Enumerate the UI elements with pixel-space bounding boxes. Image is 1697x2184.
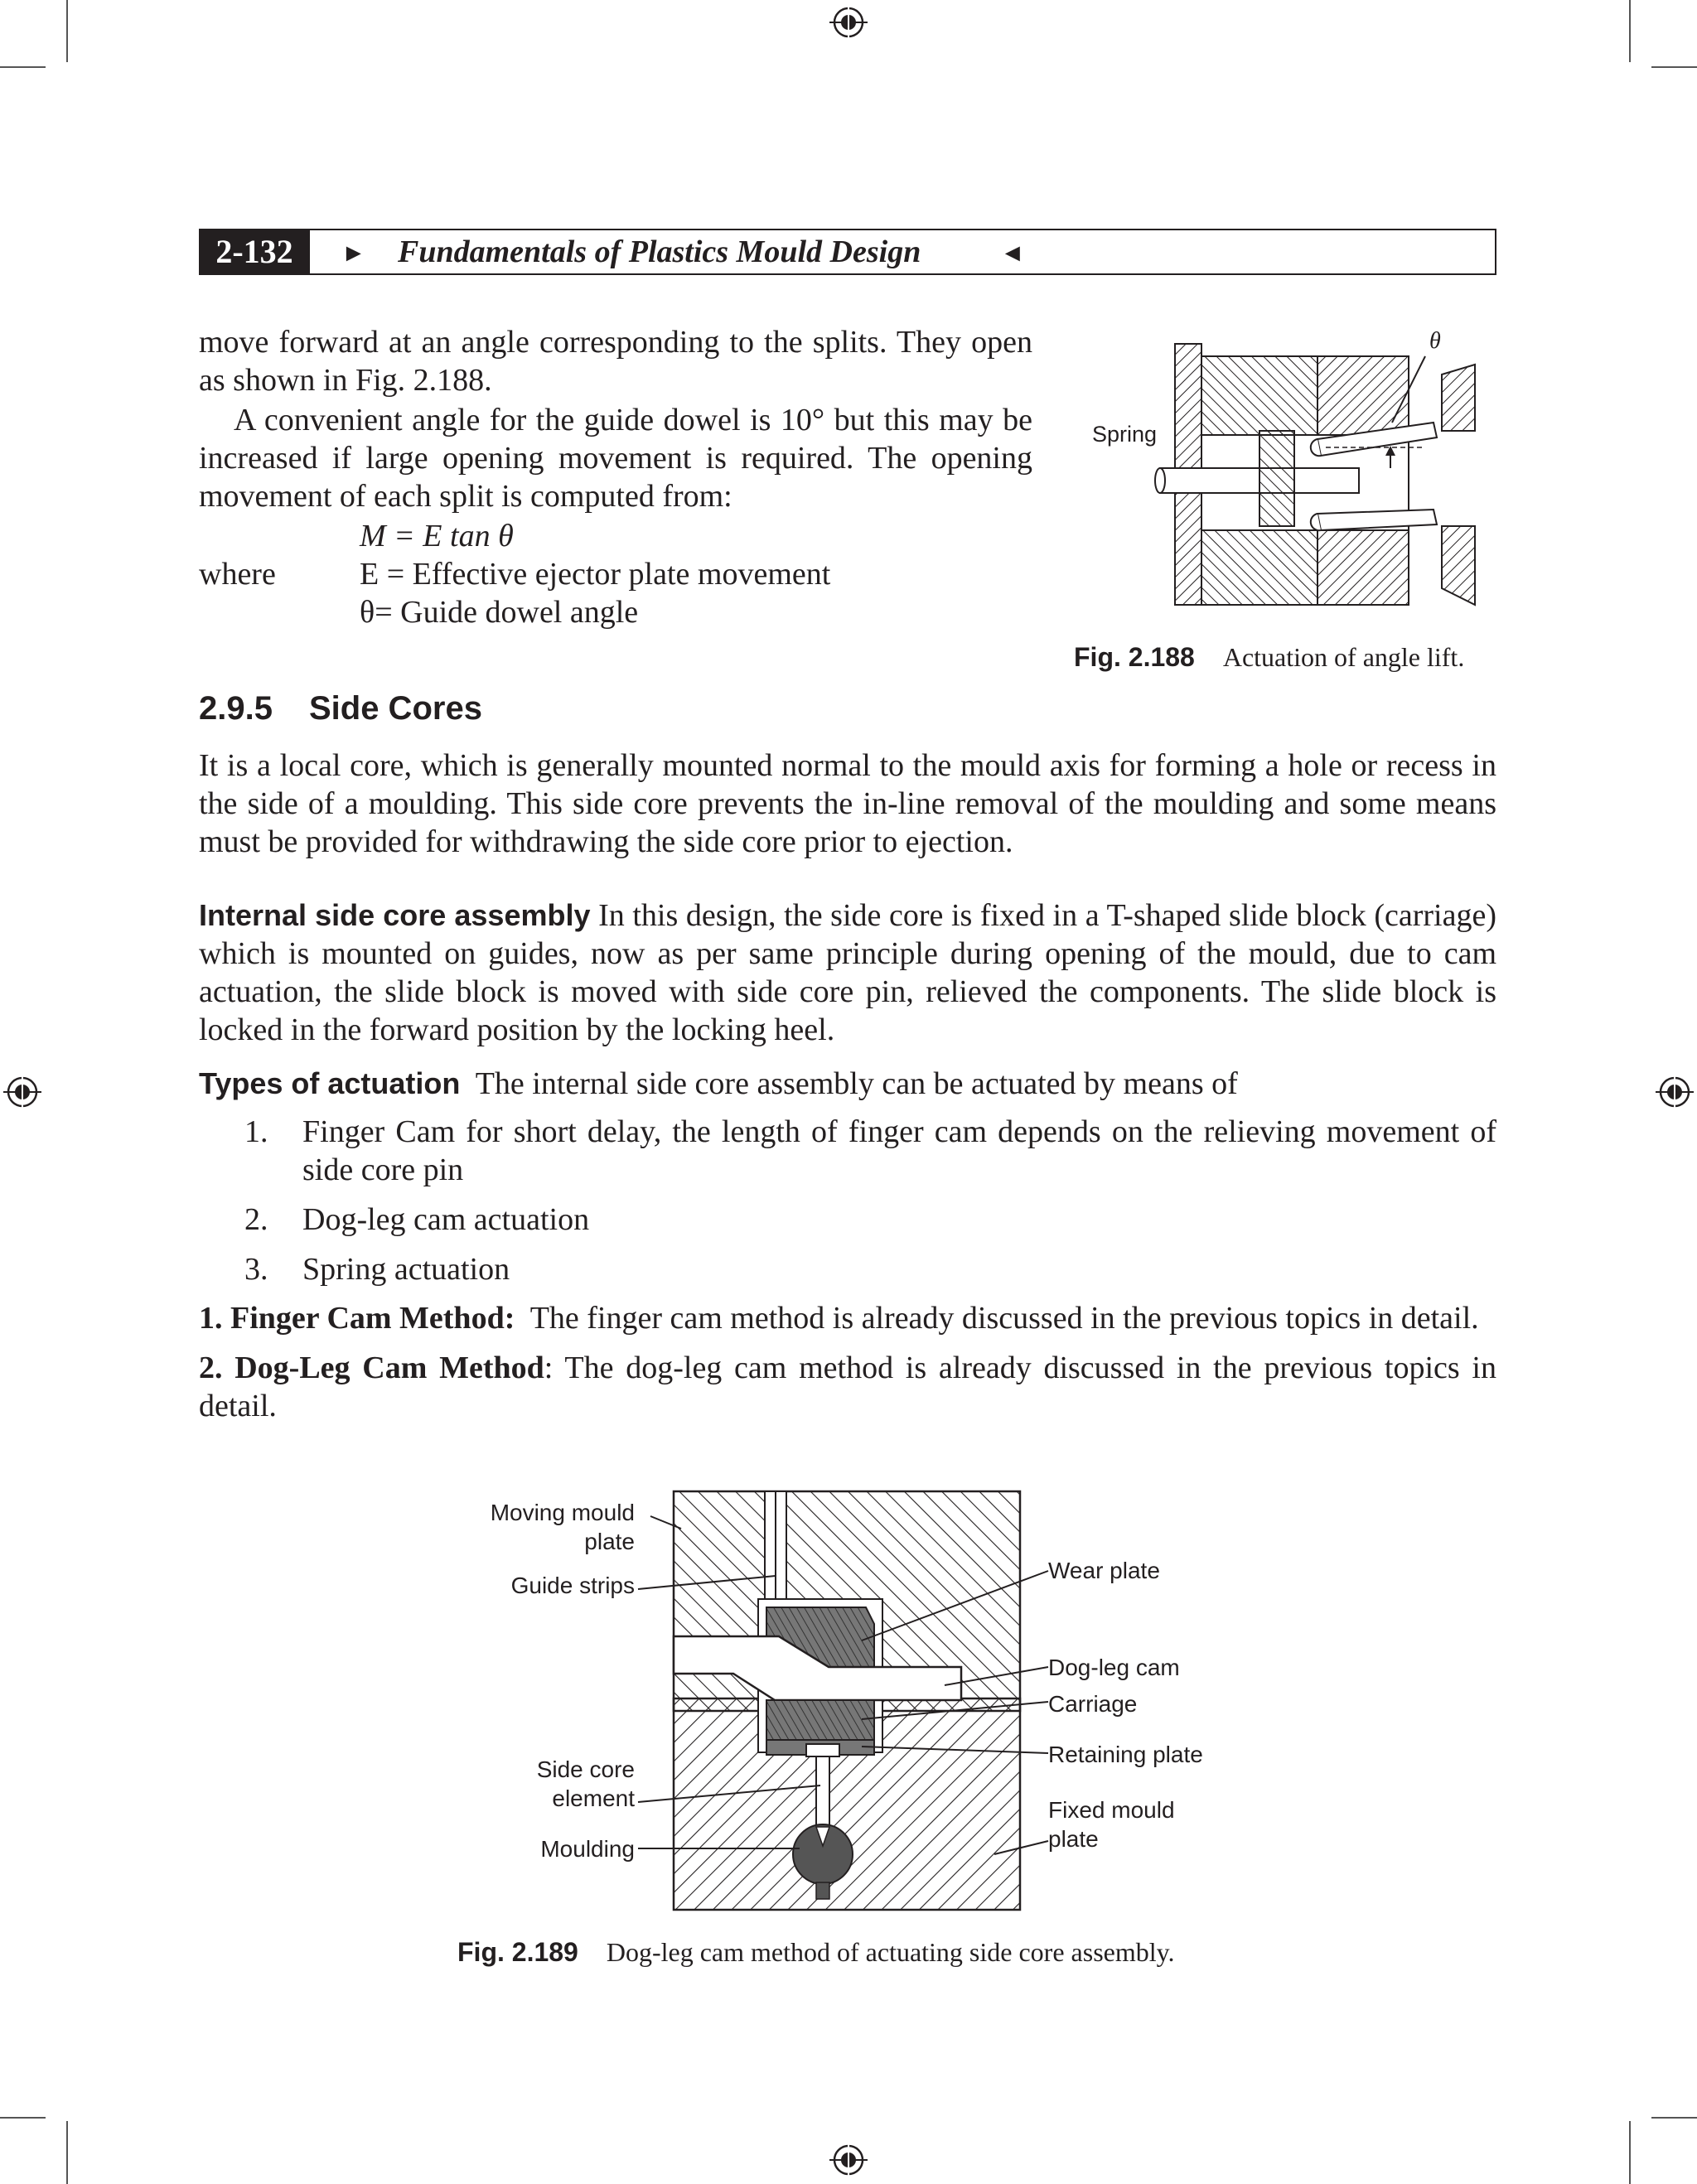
- list-number: 2.: [244, 1202, 268, 1237]
- section-heading: [199, 688, 482, 729]
- running-header: [199, 229, 1496, 275]
- dogleg-paragraph: [199, 1349, 1496, 1425]
- label-spring: Spring: [1092, 422, 1158, 447]
- list-item: [199, 1113, 1496, 1189]
- list-text: Finger Cam for short delay, the length of finger cam depends on the relieving movement of side core pin: [302, 1114, 1496, 1187]
- definition-e: E = Effective ejector plate movement: [360, 557, 831, 592]
- actuation-list: [199, 1113, 1496, 1288]
- figure-2-189-text: Dog-leg cam method of actuating side core assembly.: [606, 1937, 1175, 1967]
- finger-cam-text: The finger cam method is already discussed in the previous topics in detail.: [529, 1301, 1479, 1336]
- figure-2-189-caption: [457, 1935, 1175, 1969]
- crop-mark: [0, 2117, 46, 2119]
- internal-assembly-lead: Internal side core assembly: [199, 898, 591, 932]
- right-triangle-icon: ►: [341, 239, 366, 267]
- figure-2-188-caption: [1074, 640, 1464, 674]
- figure-2-188-diagram: [1077, 323, 1500, 626]
- label-fixed-mould-1: Fixed mould: [1048, 1797, 1175, 1823]
- label-carriage: Carriage: [1048, 1691, 1138, 1717]
- crop-mark: [66, 0, 68, 62]
- methods-block: [199, 1299, 1496, 1425]
- section-number: 2.9.5: [199, 690, 273, 727]
- registration-mark-icon: [1656, 1073, 1694, 1111]
- label-moving-mould-plate-1: Moving mould: [490, 1500, 635, 1525]
- label-wear-plate: Wear plate: [1048, 1558, 1160, 1583]
- finger-cam-paragraph: [199, 1299, 1496, 1337]
- crop-mark: [66, 2121, 68, 2184]
- list-text: Dog-leg cam actuation: [302, 1202, 590, 1237]
- label-theta: θ: [1429, 328, 1441, 354]
- figure-2-189-number: Fig. 2.189: [457, 1937, 578, 1967]
- left-triangle-icon: ◄: [1000, 239, 1025, 267]
- internal-assembly-text: In this design, the side core is fixed in a T-shaped slide block (carriage) which is mounted on guides, now as per same principle during opening of the mould, due to cam actuation, the slide block is moved with side core pin, relieved the components. The slide block is locked in the forward position by the locking heel.: [199, 898, 1496, 1047]
- crop-mark: [1651, 2117, 1697, 2119]
- list-item: [199, 1201, 1496, 1239]
- types-lead: Types of actuation: [199, 1066, 461, 1100]
- registration-mark-icon: [829, 3, 868, 41]
- label-retaining-plate: Retaining plate: [1048, 1742, 1203, 1767]
- section-title: Side Cores: [308, 690, 482, 727]
- carriage-block: [766, 1700, 874, 1740]
- dogleg-lead: 2. Dog-Leg Cam Method: [199, 1351, 544, 1385]
- crop-mark: [1629, 0, 1631, 62]
- rod-end: [1155, 468, 1165, 493]
- split-lower: [1442, 526, 1475, 605]
- label-fixed-mould-2: plate: [1048, 1826, 1099, 1852]
- book-title: Fundamentals of Plastics Mould Design: [398, 234, 921, 269]
- formula: M = E tan θ: [360, 519, 514, 553]
- section-body: [199, 747, 1496, 861]
- label-guide-strips: Guide strips: [510, 1573, 635, 1598]
- side-core-head: [806, 1744, 839, 1756]
- moulding-gate: [816, 1882, 829, 1899]
- crop-mark: [1629, 2121, 1631, 2184]
- where-label: where: [199, 557, 276, 592]
- types-block: [199, 1065, 1496, 1300]
- guide-dowel-lower: [1317, 510, 1437, 530]
- types-text: The internal side core assembly can be actuated by means of: [475, 1066, 1238, 1101]
- upper-core: [1317, 356, 1409, 435]
- internal-assembly-paragraph: [199, 896, 1496, 1049]
- intro-block: [199, 323, 1032, 515]
- lower-block: [1201, 530, 1317, 605]
- figure-2-189-diagram: [464, 1483, 1259, 1922]
- label-moulding: Moulding: [540, 1836, 635, 1862]
- spring-block: [1259, 431, 1294, 526]
- side-cores-paragraph: It is a local core, which is generally mounted normal to the mould axis for forming a hole or recess in the side of a moulding. This side core prevents the in-line removal of the moulding and some means must be provided for withdrawing the side core prior to ejection.: [199, 748, 1496, 859]
- page-number: 2-132: [199, 229, 310, 275]
- intro-paragraph-2: A convenient angle for the guide dowel is 10° but this may be increased if large opening movement is required. The opening movement of each split is computed from:: [199, 403, 1032, 514]
- list-number: 1.: [244, 1114, 268, 1149]
- finger-cam-lead: 1. Finger Cam Method:: [199, 1301, 515, 1336]
- registration-mark-icon: [3, 1073, 41, 1111]
- registration-mark-icon: [829, 2141, 868, 2179]
- label-moving-mould-plate-2: plate: [584, 1529, 635, 1554]
- dogleg-text: : The dog-leg cam method is already discussed in the previous topics in detail.: [199, 1351, 1496, 1423]
- crop-mark: [1651, 66, 1697, 68]
- label-side-core-1: Side core: [536, 1756, 635, 1782]
- label-side-core-2: element: [552, 1785, 635, 1811]
- label-dogleg-cam: Dog-leg cam: [1048, 1655, 1180, 1680]
- intro-paragraph-1: move forward at an angle corresponding to the splits. They open as shown in Fig. 2.188.: [199, 325, 1032, 398]
- list-text: Spring actuation: [302, 1252, 510, 1287]
- figure-2-188-text: Actuation of angle lift.: [1222, 642, 1465, 672]
- internal-assembly-block: [199, 896, 1496, 1049]
- figure-2-188-number: Fig. 2.188: [1074, 642, 1195, 672]
- types-paragraph: [199, 1065, 1496, 1103]
- lower-core: [1317, 530, 1409, 605]
- upper-block: [1201, 356, 1317, 435]
- crop-mark: [0, 66, 46, 68]
- list-number: 3.: [244, 1252, 268, 1287]
- list-item: [199, 1250, 1496, 1288]
- split-upper: [1442, 365, 1475, 431]
- definition-theta: θ= Guide dowel angle: [360, 595, 639, 630]
